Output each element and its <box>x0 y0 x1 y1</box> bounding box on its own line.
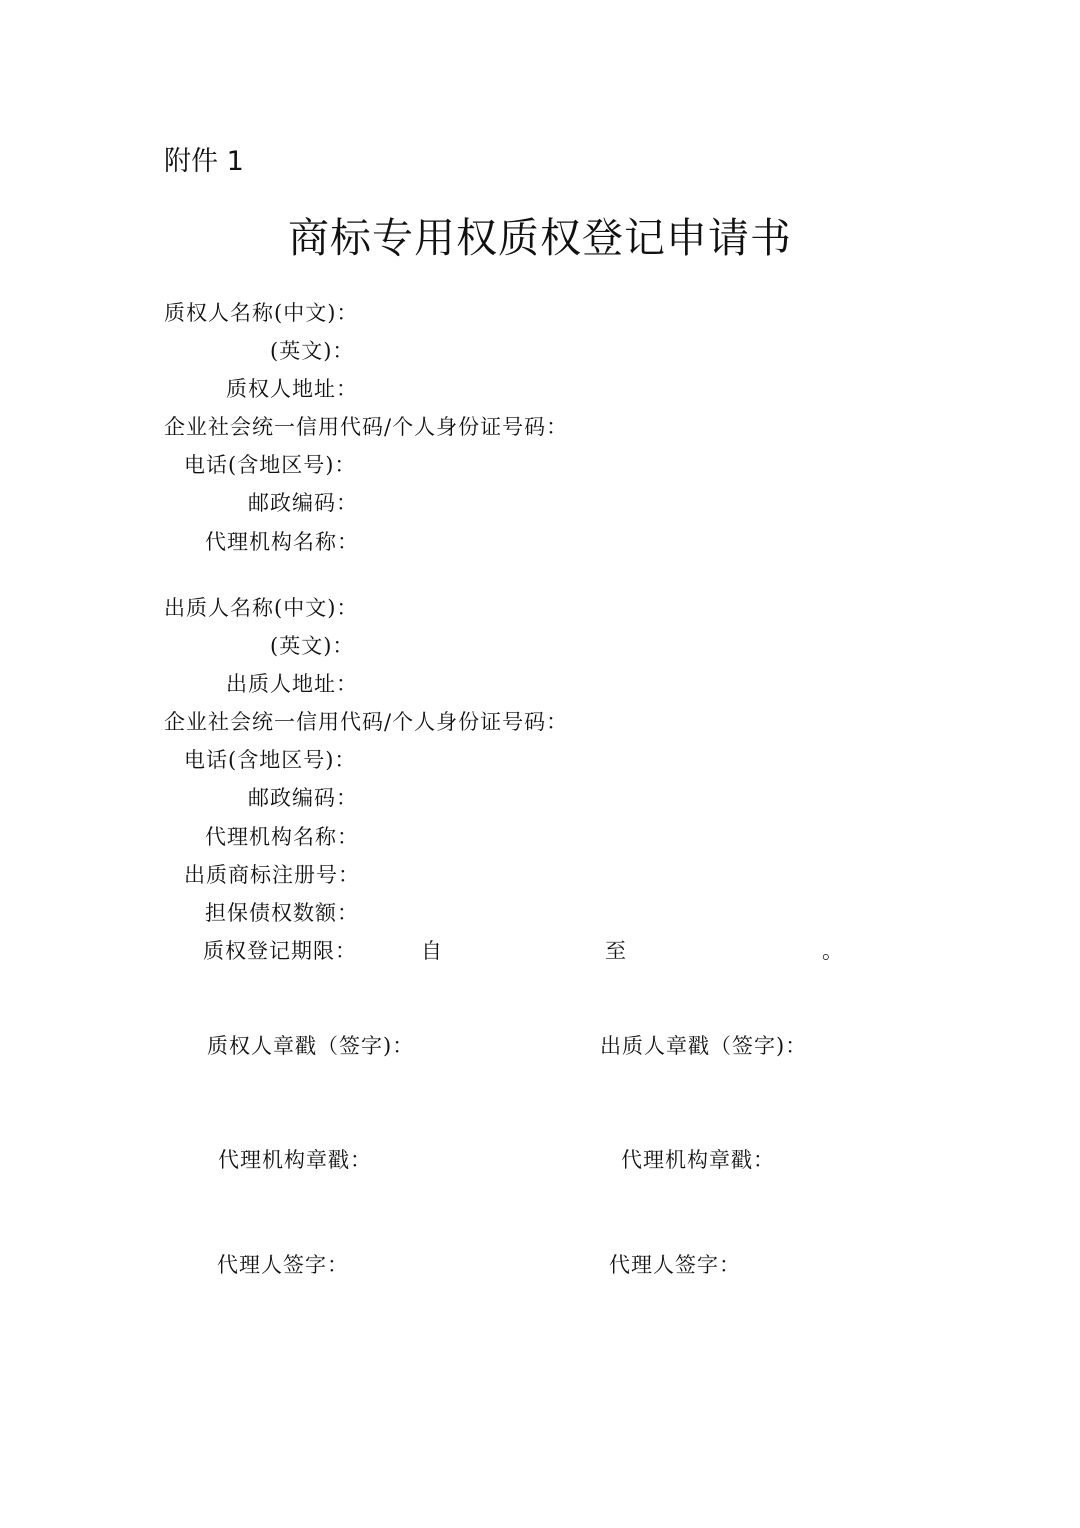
secured-amount-label: 担保债权数额： <box>205 901 359 925</box>
agent-sign-left-label: 代理人签字： <box>217 1253 349 1277</box>
agent-sign-right-label: 代理人签字： <box>609 1253 741 1277</box>
pledge-period-label: 质权登记期限： <box>203 939 357 963</box>
pledgor-agency-label: 代理机构名称： <box>205 825 359 849</box>
pledgee-agency-label: 代理机构名称： <box>205 530 359 554</box>
pledge-period-end: 。 <box>822 939 844 963</box>
pledgor-id-code-label: 企业社会统一信用代码/个人身份证号码： <box>164 710 569 734</box>
pledgee-id-code-label: 企业社会统一信用代码/个人身份证号码： <box>164 415 569 439</box>
pledgor-name-cn-label: 出质人名称(中文)： <box>164 596 359 620</box>
pledgee-name-cn-label: 质权人名称(中文)： <box>164 301 359 325</box>
page-title: 商标专用权质权登记申请书 <box>288 214 792 262</box>
pledgee-postcode-label: 邮政编码： <box>248 491 358 515</box>
pledgee-address-label: 质权人地址： <box>226 377 358 401</box>
pledgor-address-label: 出质人地址： <box>226 672 358 696</box>
pledge-period-to: 至 <box>605 939 627 963</box>
agency-seal-left-label: 代理机构章戳： <box>218 1148 372 1172</box>
pledgor-name-en-label: (英文)： <box>270 634 355 658</box>
agency-seal-right-label: 代理机构章戳： <box>621 1148 775 1172</box>
pledgor-seal-label: 出质人章戳（签字)： <box>600 1034 808 1058</box>
pledgor-phone-label: 电话(含地区号)： <box>184 748 357 772</box>
pledgee-phone-label: 电话(含地区号)： <box>184 453 357 477</box>
trademark-reg-no-label: 出质商标注册号： <box>184 863 360 887</box>
pledgor-postcode-label: 邮政编码： <box>248 786 358 810</box>
pledgee-name-en-label: (英文)： <box>270 339 355 363</box>
pledgee-seal-label: 质权人章戳（签字)： <box>207 1034 415 1058</box>
annex-label: 附件 1 <box>164 146 244 177</box>
pledge-period-from: 自 <box>421 939 443 963</box>
